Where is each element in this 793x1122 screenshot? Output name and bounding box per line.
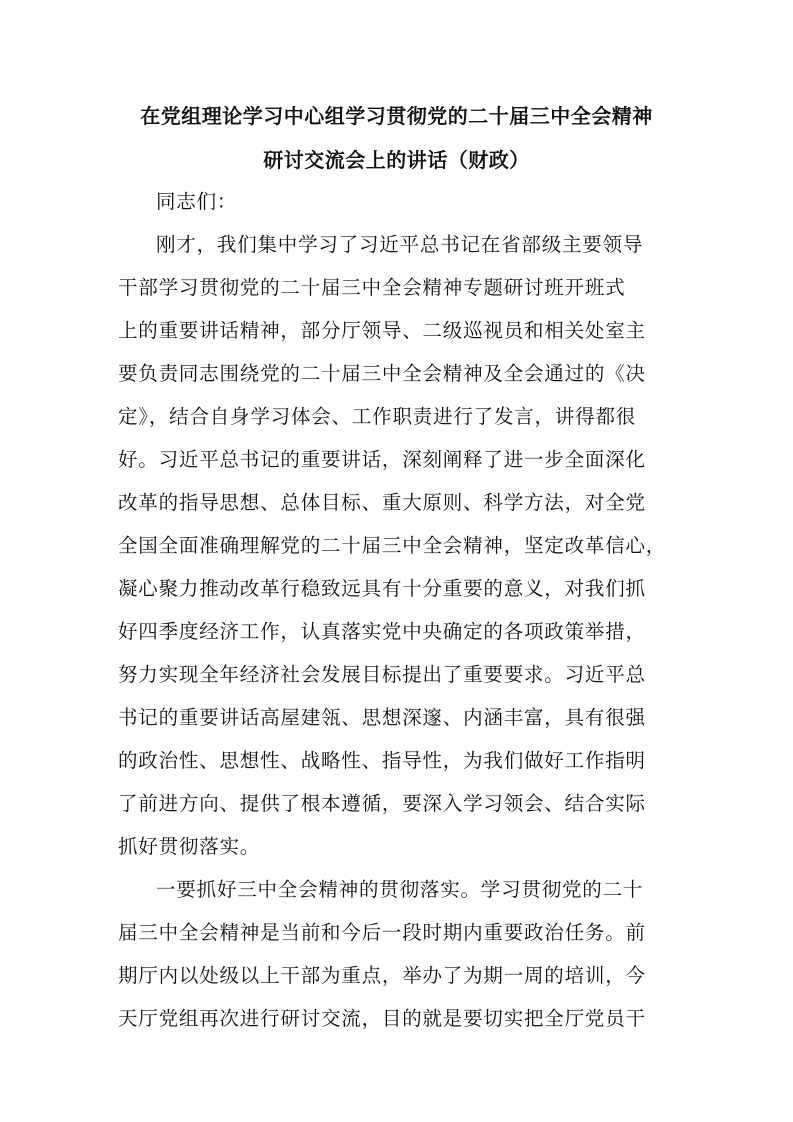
paragraph-line: 刚才，我们集中学习了习近平总书记在省部级主要领导 xyxy=(156,233,644,256)
paragraph-line: 干部学习贯彻党的二十届三中全会精神专题研讨班开班式 xyxy=(118,276,626,299)
paragraph-line: 一要抓好三中全会精神的贯彻落实。学习贯彻党的二十 xyxy=(156,878,644,901)
salutation: 同志们： xyxy=(156,190,238,213)
paragraph-line: 努力实现全年经济社会发展目标提出了重要要求。习近平总 xyxy=(118,663,646,686)
document-title-line-1: 在党组理论学习中心组学习贯彻党的二十届三中全会精神 xyxy=(140,104,653,128)
paragraph-line: 书记的重要讲话高屋建瓴、思想深邃、内涵丰富，具有很强 xyxy=(118,706,646,729)
paragraph-line: 期厅内以处级以上干部为重点，举办了为期一周的培训，今 xyxy=(118,964,646,987)
paragraph-line: 定》，结合自身学习体会、工作职责进行了发言，讲得都很 xyxy=(118,405,637,428)
paragraph-line: 上的重要讲话精神，部分厅领导、二级巡视员和相关处室主 xyxy=(118,319,646,342)
paragraph-line: 改革的指导思想、总体目标、重大原则、科学方法，对全党 xyxy=(118,491,646,514)
paragraph-line: 要负责同志围绕党的二十届三中全会精神及全会通过的《决 xyxy=(118,362,646,385)
paragraph-line: 凝心聚力推动改革行稳致远具有十分重要的意义，对我们抓 xyxy=(118,577,646,600)
document-title-line-2: 研讨交流会上的讲话（财政） xyxy=(263,148,530,172)
paragraph-line: 抓好贯彻落实。 xyxy=(118,835,261,858)
paragraph-line: 了前进方向、提供了根本遵循，要深入学习领会、结合实际 xyxy=(118,792,646,815)
paragraph-line: 天厅党组再次进行研讨交流，目的就是要切实把全厅党员干 xyxy=(118,1007,646,1030)
paragraph-line: 好四季度经济工作，认真落实党中央确定的各项政策举措， xyxy=(118,620,646,643)
paragraph-line: 全国全面准确理解党的二十届三中全会精神，坚定改革信心， xyxy=(118,534,667,557)
paragraph-line: 好。习近平总书记的重要讲话，深刻阐释了进一步全面深化 xyxy=(118,448,646,471)
paragraph-line: 届三中全会精神是当前和今后一段时期内重要政治任务。前 xyxy=(118,921,646,944)
paragraph-line: 的政治性、思想性、战略性、指导性，为我们做好工作指明 xyxy=(118,749,646,772)
